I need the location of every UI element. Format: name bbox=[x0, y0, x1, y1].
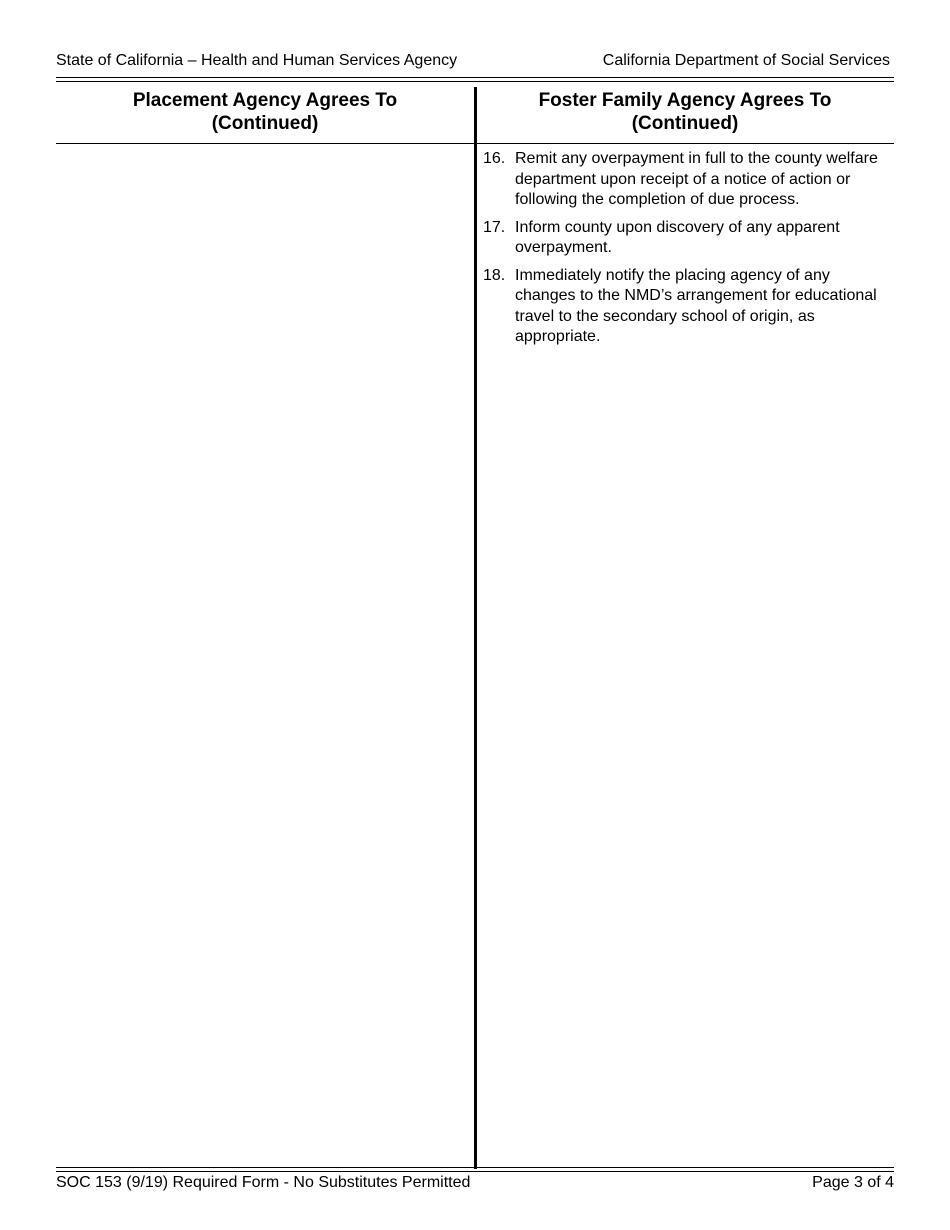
agency-header: State of California – Health and Human Services Agency bbox=[56, 52, 458, 69]
item-number: 17. bbox=[483, 218, 506, 236]
page-number: Page 3 of 4 bbox=[812, 1174, 894, 1191]
placement-agency-heading-line2: (Continued) bbox=[211, 113, 319, 134]
column-divider bbox=[474, 87, 477, 1169]
top-double-rule bbox=[56, 77, 894, 82]
item-number: 18. bbox=[483, 266, 506, 284]
foster-family-agency-items bbox=[483, 149, 878, 355]
form-id-footer: SOC 153 (9/19) Required Form - No Substitutes Permitted bbox=[56, 1174, 471, 1191]
list-item bbox=[483, 149, 878, 211]
list-item bbox=[483, 218, 878, 259]
item-text: Remit any overpayment in full to the county welfare department upon receipt of a notice of action or following the completion of due process. bbox=[515, 150, 878, 208]
item-text: Inform county upon discovery of any apparent overpayment. bbox=[515, 218, 840, 256]
item-number: 16. bbox=[483, 150, 506, 167]
bottom-double-rule bbox=[56, 1167, 894, 1172]
placement-agency-heading bbox=[56, 89, 474, 135]
list-item bbox=[483, 266, 878, 348]
foster-family-agency-heading-line2: (Continued) bbox=[631, 113, 739, 134]
placement-agency-heading-line1: Placement Agency Agrees To bbox=[132, 90, 398, 111]
foster-family-agency-heading-line1: Foster Family Agency Agrees To bbox=[538, 90, 832, 111]
department-header: California Department of Social Services bbox=[602, 52, 890, 69]
item-text: Immediately notify the placing agency of any changes to the NMD’s arrangement for educational travel to the secondary school of origin, as appropriate. bbox=[515, 266, 877, 345]
foster-family-agency-heading bbox=[476, 89, 894, 135]
